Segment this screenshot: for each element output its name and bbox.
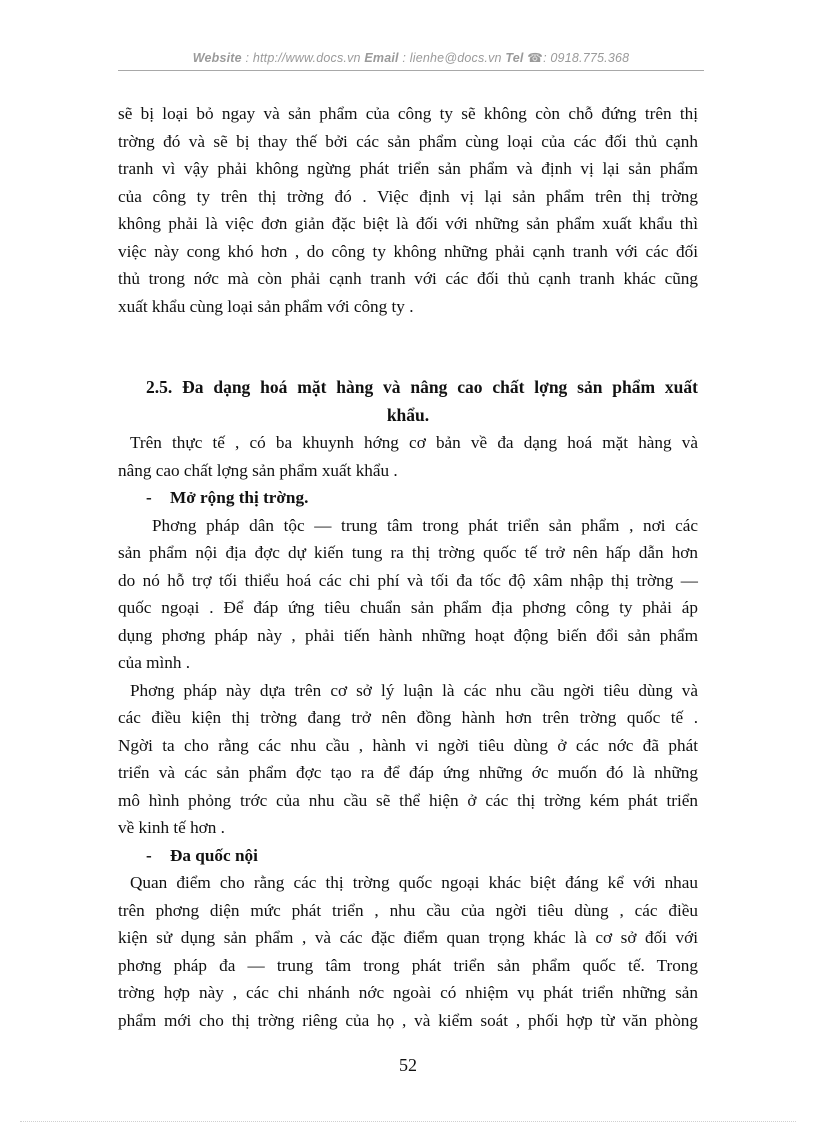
paragraph-3 [118, 512, 698, 677]
paragraph-4 [118, 677, 698, 842]
text-line: mô hình phỏng trớc của nhu cầu sẽ thể hiện ở các thị trờng kém phát triển [118, 790, 698, 810]
text-line: kiện sử dụng sản phẩm , và các đặc điểm quan trọng khác là cơ sở đối với [118, 928, 698, 947]
bullet-heading-2 [146, 842, 698, 870]
text-line: Quan điểm cho rằng các thị trờng quốc ngoại khác biệt đáng kể với nhau [130, 873, 698, 892]
text-line: thủ trong nớc mà còn phải cạnh tranh với các đối thủ cạnh tranh khác cũng [118, 269, 698, 288]
text-line: Phơng pháp dân tộc — trung tâm trong phát triển sản phẩm , nơi các [152, 515, 698, 535]
spacer [118, 320, 698, 374]
page-header [118, 50, 704, 65]
text-line: trờng hợp này , các chi nhánh nớc ngoài có nhiệm vụ phát triển những sản [118, 983, 698, 1002]
text-line: sản phẩm nội địa đợc dự kiến tung ra thị trờng quốc tế trở nên hấp dẫn hơn [118, 543, 698, 562]
phone-icon: ☎ [527, 51, 544, 65]
text-line: phẩm mới cho thị trờng riêng của họ , và kiểm soát , phối hợp từ văn phòng [118, 1010, 698, 1030]
tel-value: : 0918.775.368 [543, 51, 630, 65]
text-line: các điều kiện thị trờng đang trở nên đồng hành hơn trên trờng quốc tế . [118, 708, 698, 727]
email-value: : lienhe@docs.vn [402, 51, 502, 65]
text-line: triển và các sản phẩm đợc tạo ra để đáp ứng những ớc muốn đó là những [118, 763, 698, 782]
section-heading-cont: khẩu. [386, 404, 430, 425]
header-divider [118, 70, 704, 71]
text-line: quốc ngoại . Để đáp ứng tiêu chuẩn sản phẩm địa phơng công ty phải áp [118, 598, 698, 617]
text-line: về kinh tế hơn . [118, 818, 225, 837]
bullet-dash: - [146, 488, 152, 507]
footer-divider [20, 1121, 796, 1122]
paragraph-1 [118, 100, 698, 320]
bullet-heading-1 [146, 484, 698, 512]
text-line: của mình . [118, 653, 191, 672]
text-line: việc này cong khó hơn , do công ty không những phải cạnh tranh với các đối [118, 241, 698, 261]
bullet-dash: - [146, 845, 152, 865]
text-line: sẽ bị loại bỏ ngay và sản phẩm của công ty sẽ không còn chỗ đứng trên thị [118, 104, 698, 123]
text-line: không phải là việc đơn giản đặc biệt là đối với những sản phẩm xuất khẩu thì [118, 214, 698, 233]
bullet-label: Đa quốc nội [170, 845, 258, 865]
text-line: trên phơng diện mức phát triển , nhu cầu của ngời tiêu dùng , các điều [118, 900, 698, 920]
email-label: Email [364, 51, 399, 65]
tel-label: Tel [505, 51, 524, 65]
document-body [118, 100, 698, 1034]
bullet-label: Mở rộng thị trờng. [170, 488, 309, 507]
website-label: Website [192, 51, 242, 65]
section-heading: 2.5. Đa dạng hoá mặt hàng và nâng cao chất lợng sản phẩm xuất [146, 377, 698, 397]
text-line: của công ty trên thị trờng đó . Việc định vị lại sản phẩm trên thị trờng [118, 186, 698, 206]
text-line: Ngời ta cho rằng các nhu cầu , hành vi ngời tiêu dùng ở các nớc đã phát [118, 735, 698, 755]
text-line: Trên thực tế , có ba khuynh hớng cơ bản về đa dạng hoá mặt hàng và [130, 433, 698, 452]
text-line: Phơng pháp này dựa trên cơ sở lý luận là các nhu cầu ngời tiêu dùng và [130, 680, 698, 700]
paragraph-2 [118, 429, 698, 484]
text-line: trờng đó và sẽ bị thay thế bởi các sản phẩm cùng loại của các đối thủ cạnh [118, 131, 698, 151]
paragraph-5 [118, 869, 698, 1034]
page-number: 52 [399, 1055, 417, 1075]
text-line: do nó hỗ trợ tối thiểu hoá các chi phí và tối đa tốc độ xâm nhập thị trờng — [118, 570, 698, 590]
text-line: dụng phơng pháp này , phải tiến hành những hoạt động biến đổi sản phẩm [118, 625, 698, 645]
website-value: : http://www.docs.vn [245, 51, 361, 65]
text-line: xuất khẩu cùng loại sản phẩm với công ty . [118, 296, 414, 316]
text-line: tranh vì vậy phải không ngừng phát triển sản phẩm và định vị lại sản phẩm [118, 159, 698, 178]
text-line: nâng cao chất lợng sản phẩm xuất khẩu . [118, 460, 398, 480]
text-line: phơng pháp đa — trung tâm trong phát triển sản phẩm quốc tế. Trong [118, 955, 698, 975]
